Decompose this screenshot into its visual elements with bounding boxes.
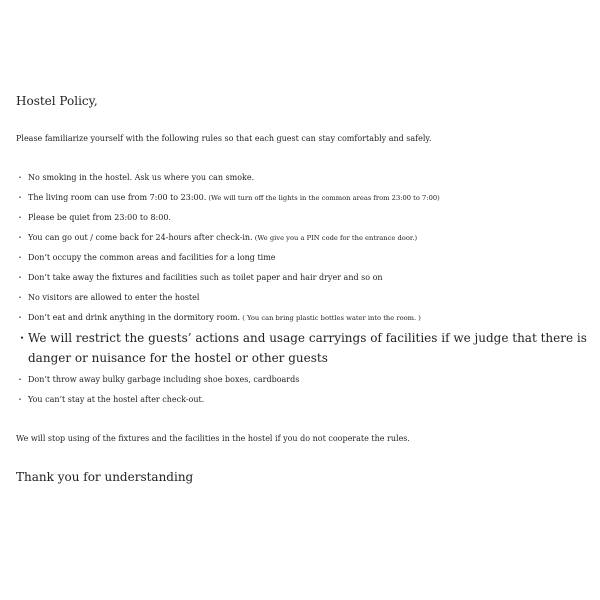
policy-outro: We will stop using of the fixtures and the facilities in the hostel if you do not cooperate the rules. (16, 434, 410, 443)
rule-item (16, 328, 592, 370)
bullet-icon: ・ (16, 253, 24, 262)
bullet-icon: ・ (16, 233, 24, 242)
bullet-icon: ・ (16, 293, 24, 302)
rule-note: (We will turn off the lights in the common areas from 23:00 to 7:00) (206, 194, 440, 202)
rule-item (16, 288, 592, 308)
rule-text: The living room can use from 7:00 to 23:00. (28, 193, 207, 202)
rule-item (16, 248, 592, 268)
rule-text: No visitors are allowed to enter the hostel (28, 293, 200, 302)
rule-text: Don’t occupy the common areas and facilities for a long time (28, 253, 276, 262)
rule-text: Don’t throw away bulky garbage including shoe boxes, cardboards (28, 375, 300, 384)
rule-text: You can go out / come back for 24-hours after check-in. (28, 233, 253, 242)
policy-intro: Please familiarize yourself with the following rules so that each guest can stay comfortably and safely. (16, 134, 432, 143)
bullet-icon: ・ (16, 313, 24, 322)
rule-item (16, 188, 592, 208)
bullet-icon: ・ (16, 395, 24, 404)
bullet-icon: ・ (16, 173, 24, 182)
rule-item (16, 168, 592, 188)
bullet-icon: ・ (16, 193, 24, 202)
rule-text: Don’t eat and drink anything in the dormitory room. (28, 313, 241, 322)
bullet-icon: ・ (16, 375, 24, 384)
bullet-icon: ・ (16, 273, 24, 282)
rule-text: Please be quiet from 23:00 to 8:00. (28, 213, 171, 222)
rules-list (16, 168, 592, 410)
bullet-icon: ・ (16, 331, 29, 345)
rule-text: Don’t take away the fixtures and facilities such as toilet paper and hair dryer and so on (28, 273, 383, 282)
rule-item (16, 390, 592, 410)
rule-item (16, 208, 592, 228)
rule-text: No smoking in the hostel. Ask us where you can smoke. (28, 173, 255, 182)
rule-item (16, 308, 592, 328)
policy-title: Hostel Policy, (16, 94, 98, 108)
rule-text: We will restrict the guests’ actions and usage carryings of facilities if we judge that there is danger or nuisance for the hostel or other guests (28, 331, 587, 365)
rule-item (16, 268, 592, 288)
rule-item (16, 228, 592, 248)
rule-text: You can’t stay at the hostel after check-out. (28, 395, 205, 404)
rule-item (16, 370, 592, 390)
rule-note: (We give you a PIN code for the entrance door.) (252, 234, 418, 242)
rule-note: ( You can bring plastic bottles water into the room. ) (240, 314, 421, 322)
policy-thanks: Thank you for understanding (16, 470, 194, 484)
policy-document (16, 92, 592, 486)
bullet-icon: ・ (16, 213, 24, 222)
